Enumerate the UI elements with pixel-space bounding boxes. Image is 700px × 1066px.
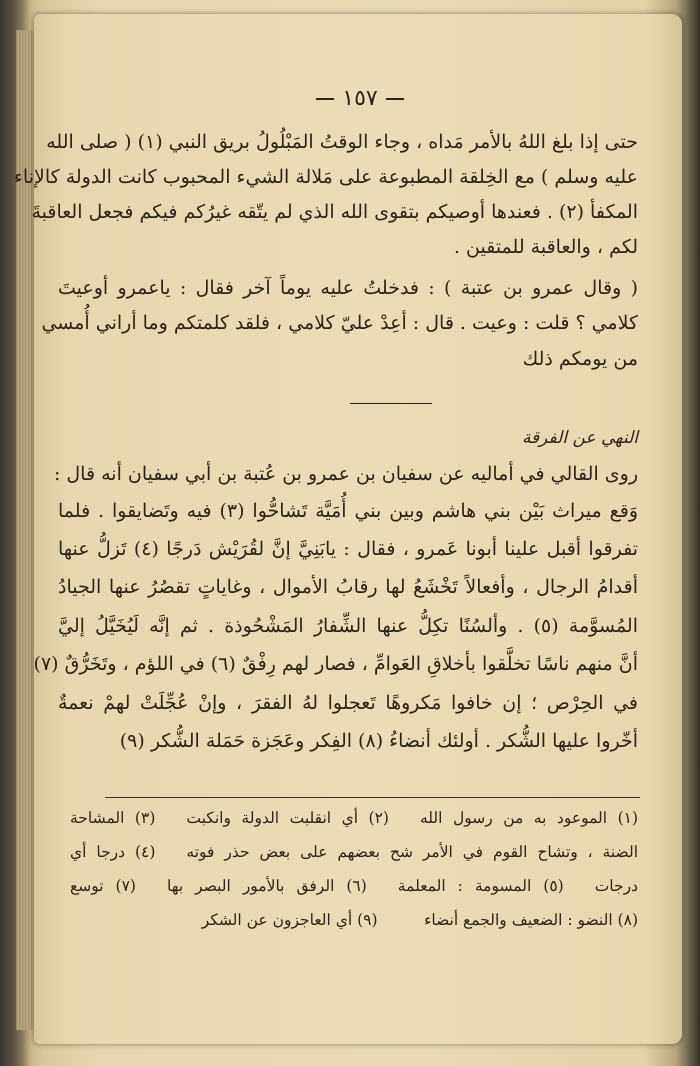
footnote: (٩) أي العاجزون عن الشكر	[201, 911, 378, 929]
footnote: (٥) المسومة : المعلمة	[397, 877, 564, 895]
text-line: روى القالي في أماليه عن سفيان بن عمرو بن عُتبة بن أبي سفيان أنه قال :	[53, 463, 638, 485]
page-number	[300, 86, 420, 111]
footnote: (٦) الرفق بالأمور البصر بها	[166, 877, 367, 895]
text-line: تفرقوا أقبل علينا أبونا عَمرو ، فقال : يابَنِيَّ إنَّ لقُرَيْش دَرجًا (٤) تَزلُّ عنها	[58, 538, 638, 560]
text-line: أقدامُ الرجال ، وأفعالاً تَخْشَعُ لها رقابُ الأموال ، وغاياتٍ تقصُرُ عنها الجيادُ	[58, 576, 638, 598]
text-line: عليه وسلم ) مع الخِلقة المطبوعة على مَلالة الشيء المحبوب كانت الدولة كالإناء	[13, 166, 638, 188]
page-number-text: ١٥٧	[342, 86, 378, 111]
text-line: في الحِرْص ؛ إن خافوا مَكروهًا تَعجلوا لهُ الفقرَ ، وإنْ عُجِّلَتْ لهمْ نعمةٌ	[58, 692, 638, 714]
page-number-dash-left	[386, 98, 404, 100]
footnote-line	[70, 840, 638, 864]
footnote: (٤) درجا أي	[70, 843, 156, 861]
footnote: (٨) النضو : الضعيف والجمع أنضاء	[424, 911, 638, 929]
footnote: (١) الموعود به من رسول الله	[419, 809, 639, 827]
text-line: المُسوَّمة (٥) . وألسُنًا تكِلُّ عنها الشِّفارُ المَشْحُوذة . ثم إنَّه لَيُخَيَّلُ إليَّ	[58, 615, 638, 637]
footnote: (٢) أي انقلبت الدولة وانكبت	[186, 809, 389, 827]
footnote: درجات	[594, 877, 638, 895]
section-divider	[350, 403, 432, 404]
footnote-rule	[105, 797, 640, 798]
footnote: (٣) المشاحة	[70, 809, 156, 827]
text-line: حتى إذا بلغ اللهُ بالأمر مَداه ، وجاء الوقتُ المَبْلُولُ بريق النبي (١) ( صلى الله	[46, 131, 638, 153]
section-heading: النهي عن الفرقة	[521, 428, 638, 448]
text-line: من يومكم ذلك	[522, 348, 638, 370]
footnote-line	[70, 908, 638, 932]
text-line: كلامي ؟ قلت : وعيت . قال : أعِدْ عليّ كلامي ، فلقد كلمتكم وما أراني أُمسي	[41, 312, 638, 334]
footnote-line	[70, 806, 638, 830]
text-line: المكفأ (٢) . فعندها أوصيكم بتقوى الله الذي لم يتّقه غيرُكم فيكم فجعل العاقبةَ	[31, 201, 638, 223]
text-line: ( وقال عمرو بن عتبة ) : فدخلتُ عليه يوماً آخر فقال : ياعمرو أوعيتَ	[58, 277, 638, 299]
footnote-line	[70, 874, 638, 898]
footnote: الضنة ، وتشاح القوم في الأمر شح بعضهم على بعض حذر فوته	[186, 843, 639, 861]
page-number-dash-right	[316, 98, 334, 100]
text-line: وَقع ميراث بَيْن بني هاشم وبين بني أُمَيَّة تَشاحُّوا (٣) فيه وتَضايقوا . فلما	[58, 500, 638, 522]
footnote: (٧) توسع	[70, 877, 136, 895]
text-line: لكم ، والعاقبة للمتقين .	[453, 236, 638, 258]
text-line: أخّروا عليها الشُّكر . أولئك أنضاءُ (٨) الفِكر وعَجَزة حَمَلة الشُّكر (٩)	[119, 730, 638, 752]
text-line: أنَّ منهم ناسًا تخلَّقوا بأخلاقِ العَوامِّ ، فصار لهم رِفْقٌ (٦) في اللؤم ، وتَخَرُّقٌ (٧)	[33, 653, 638, 675]
